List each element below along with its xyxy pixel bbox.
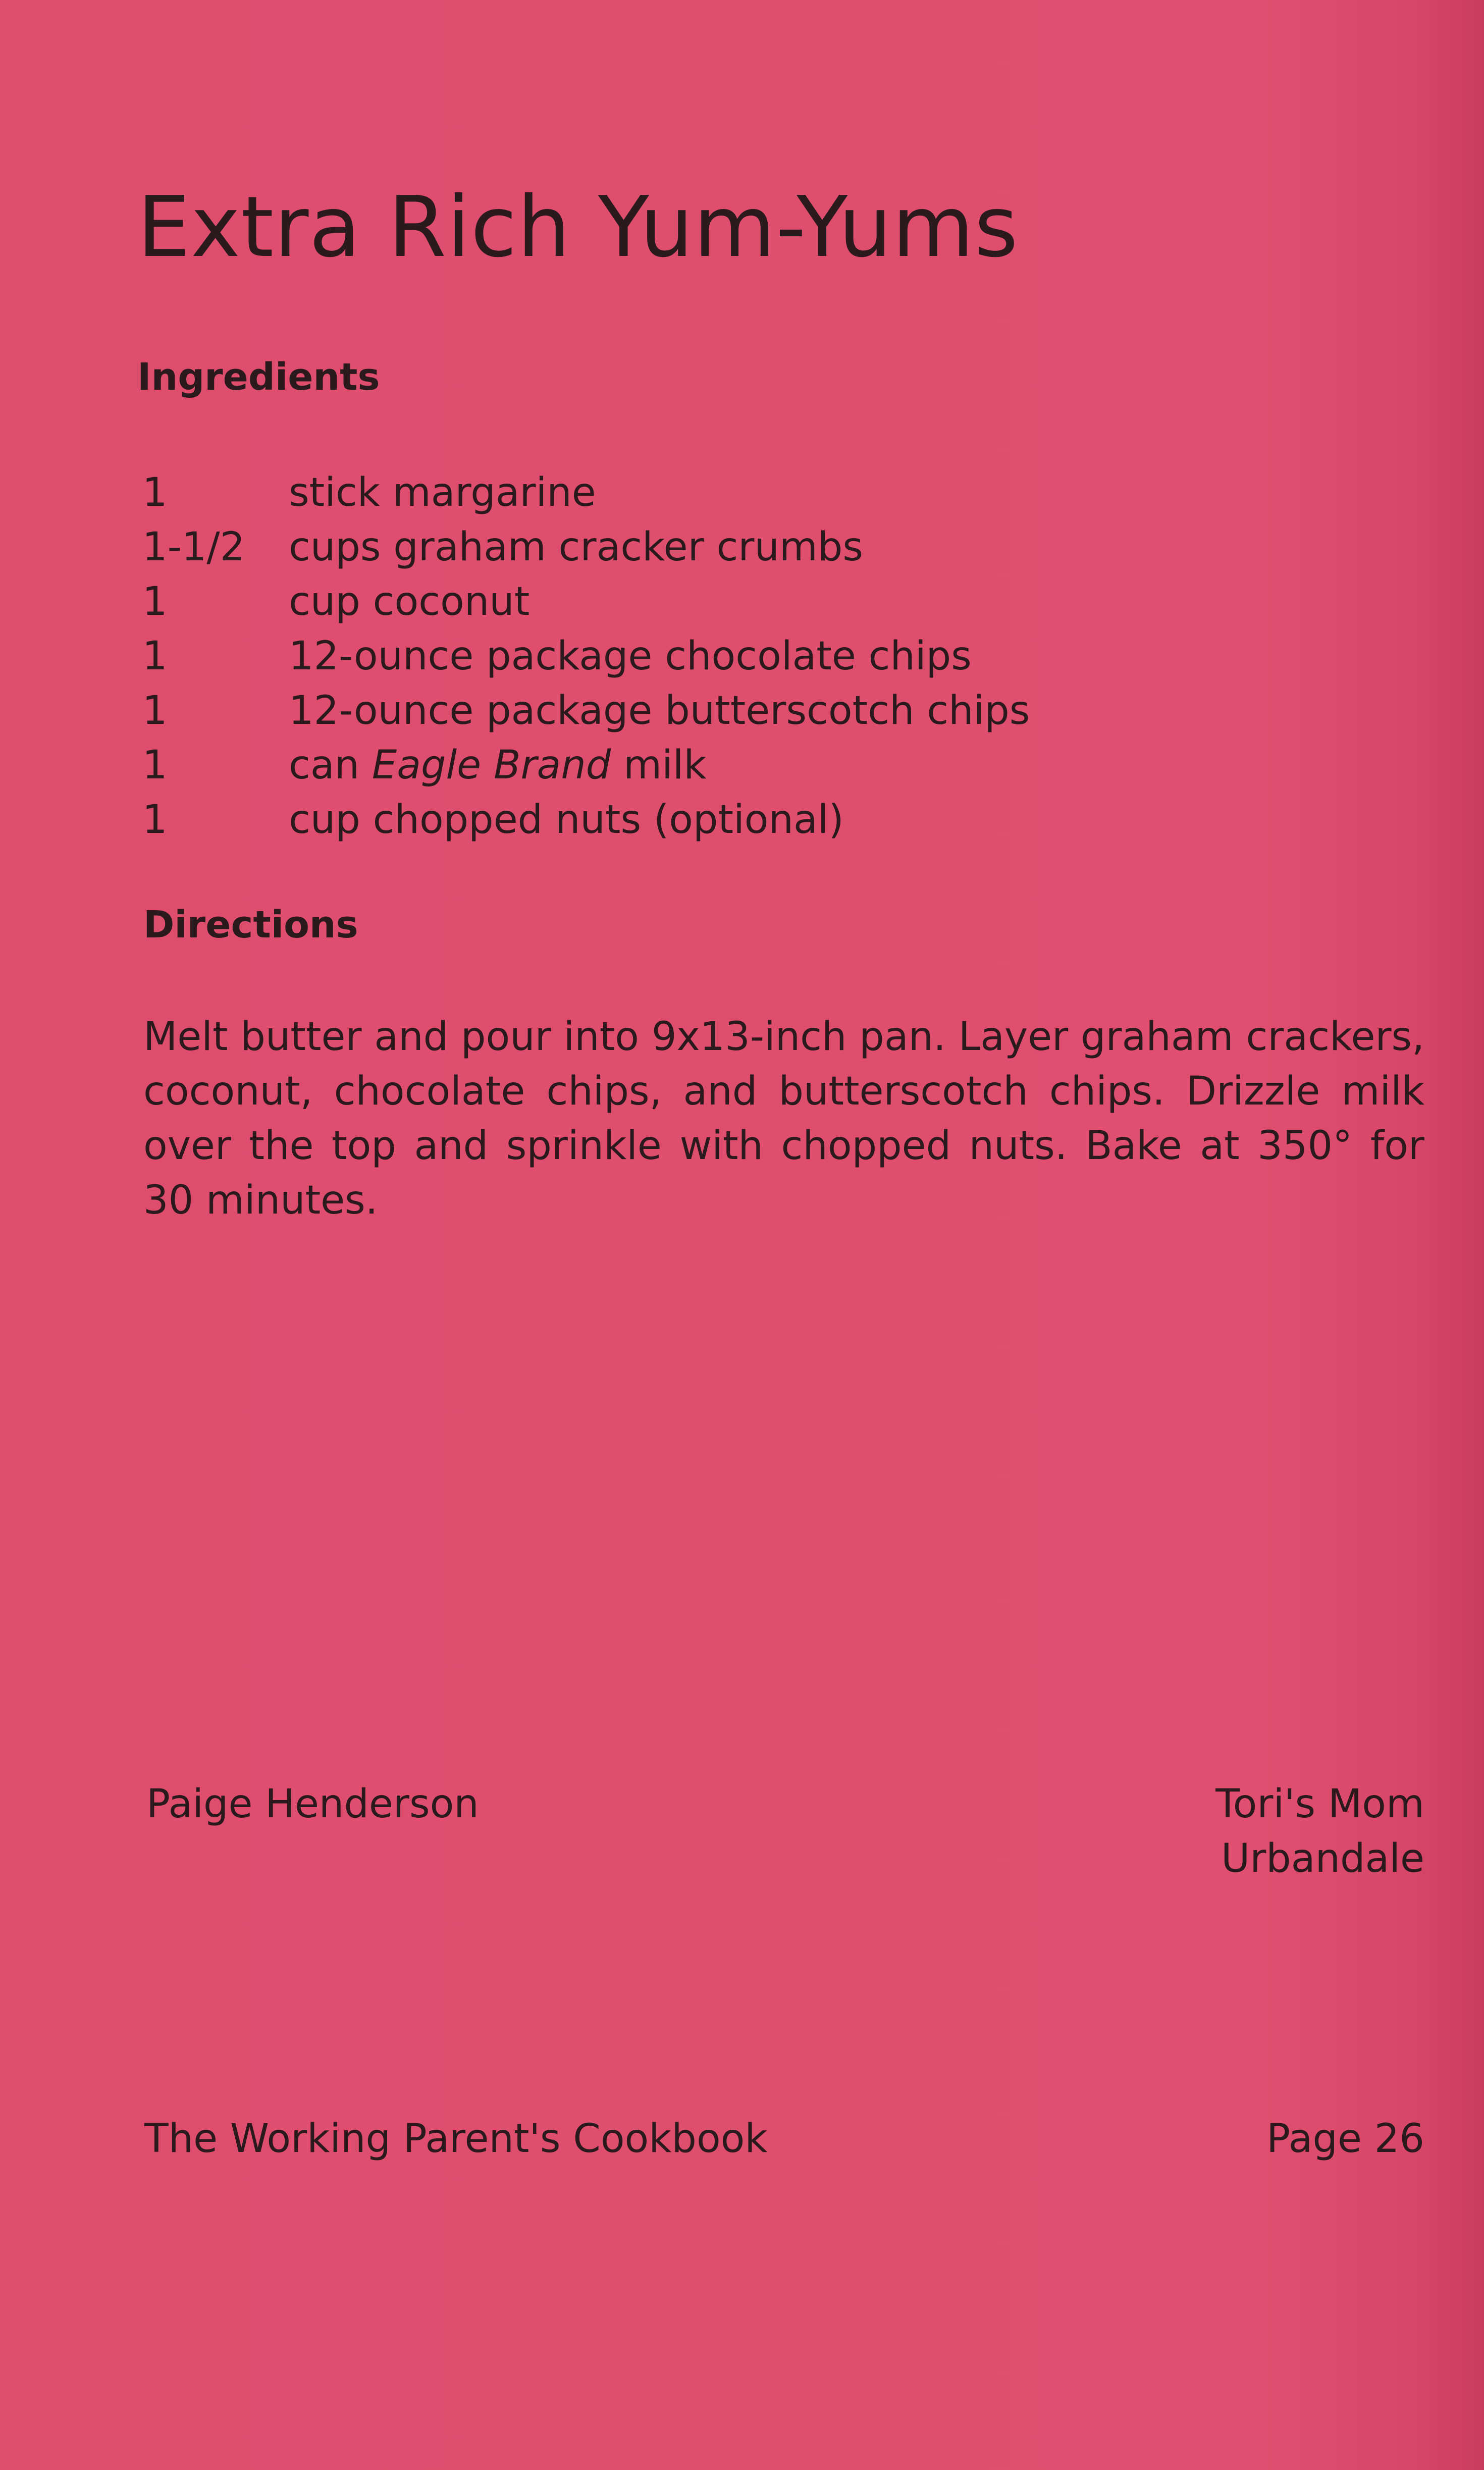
ingredient-text: cups graham cracker crumbs [289,524,864,570]
ingredient-text: 12-ounce package butterscotch chips [289,688,1030,733]
ingredients-list [142,465,1030,847]
ingredient-item [142,629,1030,684]
recipe-title: Extra Rich Yum-Yums [137,179,1019,276]
ingredient-text: cup coconut [289,579,530,624]
ingredient-text: 12-ounce package chocolate chips [289,634,972,679]
ingredient-qty: 1-1/2 [142,524,245,570]
directions-heading: Directions [143,903,358,947]
contributor-details [1215,1777,1424,1886]
ingredient-qty: 1 [142,743,168,788]
ingredient-qty: 1 [142,634,168,679]
ingredient-item [142,793,1030,847]
ingredient-qty: 1 [142,470,168,515]
contributor-relation: Tori's Mom [1215,1781,1424,1827]
ingredient-text-post: milk [611,743,707,788]
ingredient-text: cup chopped nuts (optional) [289,797,844,843]
ingredient-item [142,684,1030,738]
contributor-name: Paige Henderson [146,1781,479,1827]
ingredient-item [142,520,1030,574]
page-number: Page 26 [1266,2116,1424,2162]
book-title: The Working Parent's Cookbook [144,2116,768,2162]
ingredient-qty: 1 [142,797,168,843]
ingredient-item [142,465,1030,520]
ingredient-text: stick margarine [289,470,596,515]
brand-name: Eagle Brand [372,743,611,788]
ingredient-text-pre: can [289,743,372,788]
ingredient-qty: 1 [142,579,168,624]
ingredient-item [142,738,1030,793]
ingredient-qty: 1 [142,688,168,733]
ingredient-text [289,738,707,793]
ingredients-heading: Ingredients [137,355,380,399]
contributor-location: Urbandale [1221,1836,1424,1881]
directions-text: Melt butter and pour into 9x13-inch pan. Layer graham crackers, coconut, chocolate chips, and butterscotch chips. Drizzle milk over the top and sprinkle with chopped nuts. Bake at 350° for 30 minutes. [143,1014,1424,1223]
ingredient-item [142,574,1030,629]
